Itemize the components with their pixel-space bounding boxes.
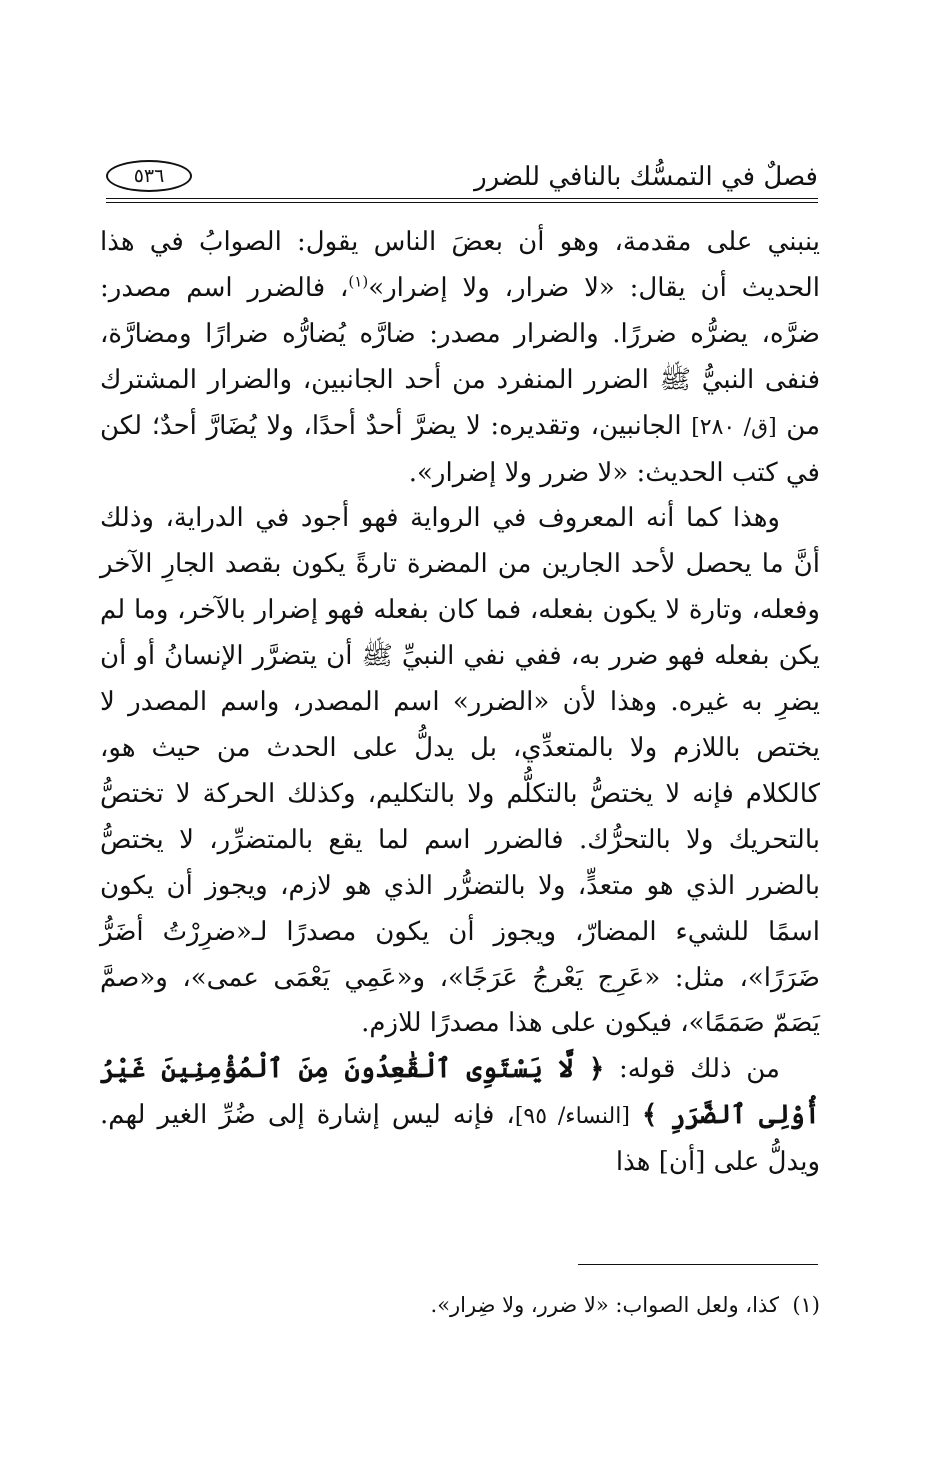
paragraph-3-text-a: من ذلك قوله: bbox=[618, 1054, 780, 1085]
footnote-number: (١) bbox=[792, 1293, 820, 1317]
running-title: فصلٌ في التمسُّك بالنافي للضرر bbox=[474, 162, 818, 192]
footnote-text: كذا، ولعل الصواب: «لا ضرر، ولا ضِرار». bbox=[430, 1293, 779, 1317]
page-number-badge: ٥٣٦ bbox=[106, 160, 192, 192]
footnote-separator bbox=[578, 1264, 818, 1265]
paragraph-1-text-b: ، فالضرر اسم مصدر: ضرَّه، يضرُّه ضررًا. والضرار مصدر: ضارَّه يُضارُّه ضرارًا ومضارَّة، فنفى النبيُّ ﷺ الضرر المنفرد من أحد الجانبين، والضرار المشترك من bbox=[100, 272, 821, 441]
footnote-reference: (١) bbox=[348, 272, 369, 291]
footnote bbox=[100, 1290, 820, 1320]
paragraph-1 bbox=[100, 220, 820, 496]
paragraph-3 bbox=[100, 1047, 820, 1186]
page-header bbox=[106, 150, 818, 196]
paragraph-1-text-a: ينبني على مقدمة، وهو أن بعضَ الناس يقول: الصوابُ في هذا الحديث أن يقال: «لا ضرار، ولا إضرار» bbox=[100, 227, 820, 303]
header-rule bbox=[106, 198, 818, 203]
paragraph-3-text-b: ، فإنه ليس إشارة إلى ضُرِّ الغير لهم. ويدلُّ على [أن] هذا bbox=[100, 1100, 820, 1178]
main-text bbox=[100, 220, 820, 1186]
paragraph-1-text-c: الجانبين، وتقديره: لا يضرَّ أحدٌ أحدًا، ولا يُضَارَّ أحدٌ؛ لكن في كتب الحديث: «لا ضرر ولا إضرار». bbox=[100, 410, 820, 488]
manuscript-folio-marker: [ق/ ٢٨٠] bbox=[691, 414, 777, 440]
paragraph-2: وهذا كما أنه المعروف في الرواية فهو أجود في الدراية، وذلك أنَّ ما يحصل لأحد الجارين من المضرة تارةً يكون بقصد الجارِ الآخر وفعله، وتارة لا يكون بفعله، فما كان بفعله فهو إضرار بالآخر، وما لم يكن بفعله فهو ضرر به، ففي نفي النبيِّ ﷺ أن يتضرَّر الإنسانُ أو أن يضرِ به غيره. وهذا لأن «الضرر» اسم المصدر، واسم المصدر لا يختص باللازم ولا بالمتعدِّي، بل يدلُّ على الحدث من حيث هو، كالكلام فإنه لا يختصُّ بالتكلُّم ولا بالتكليم، وكذلك الحركة لا تختصُّ بالتحريك ولا بالتحرُّك. فالضرر اسم لما يقع بالمتضرِّر، لا يختصُّ بالضرر الذي هو متعدٍّ، ولا بالتضرُّر الذي هو لازم، ويجوز أن يكون اسمًا للشيء المضارّ، ويجوز أن يكون مصدرًا لـ«ضرِرْتُ أضَرُّ ضَرَرًا»، مثل: «عَرِج يَعْرجُ عَرَجًا»، و«عَمِي يَعْمَى عمى»، و«صمَّ يَصَمّ صَمَمًا»، فيكون على هذا مصدرًا للازم. bbox=[100, 503, 820, 1039]
quran-verse: ﴿ لَّا يَسْتَوِى ٱلْقَٰعِدُونَ مِنَ ٱلْمُؤْمِنِينَ غَيْرُ أُوْلِى ٱلضَّرَرِ ﴾ bbox=[100, 1054, 821, 1131]
verse-citation: [النساء/ ٩٥] bbox=[514, 1104, 630, 1130]
